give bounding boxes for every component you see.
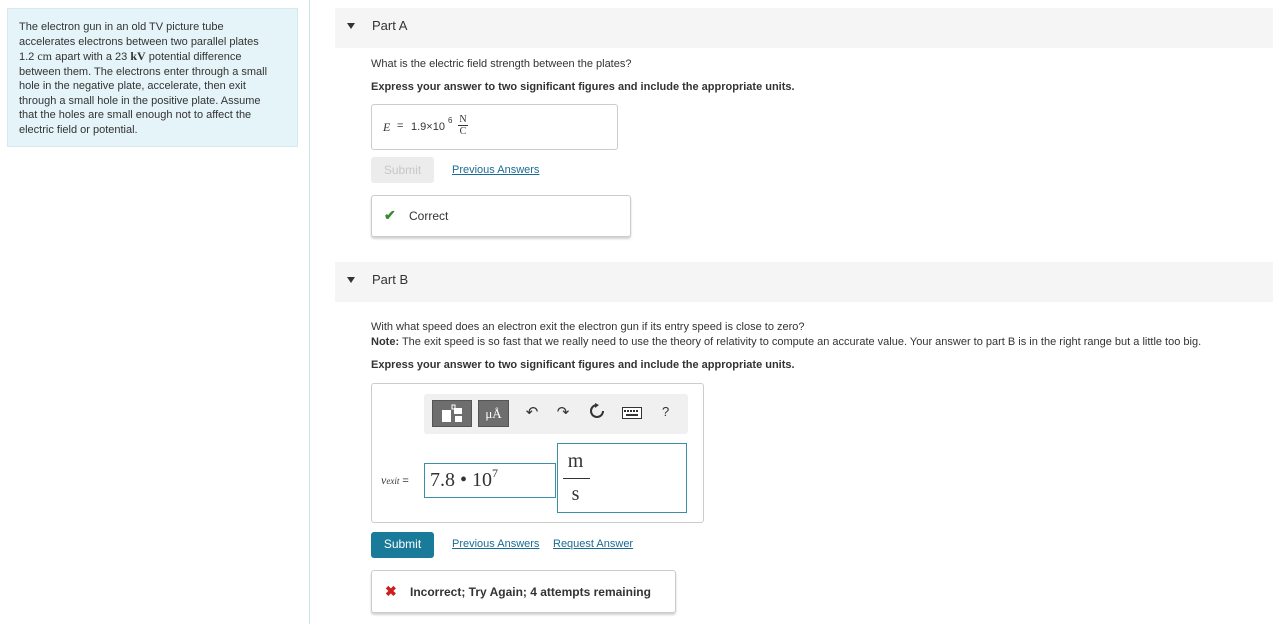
note-label: Note: — [371, 336, 400, 348]
part-a-title: Part A — [372, 18, 408, 33]
part-b-feedback — [371, 570, 676, 613]
keyboard-icon[interactable] — [622, 406, 642, 423]
part-a-answer-field — [371, 104, 618, 150]
answer-value: 1.9×10 — [411, 121, 445, 133]
unit-numerator: N — [459, 114, 467, 125]
problem-line: that the holes are small enough not to affect the — [19, 109, 252, 121]
column-divider — [309, 0, 310, 624]
answer-variable: vexit = — [381, 473, 409, 487]
problem-line: between them. The electrons enter through a small — [19, 65, 268, 78]
part-a-feedback — [371, 195, 631, 237]
redo-icon[interactable]: ↷ — [556, 404, 570, 421]
problem-line: through a small hole in the positive plate. Assume — [19, 94, 261, 107]
units-button[interactable]: μÅ — [478, 400, 509, 427]
part-b-instruction: Express your answer to two significant figures and include the appropriate units. — [371, 359, 795, 371]
request-answer-link[interactable]: Request Answer — [553, 538, 634, 550]
problem-line: electric field or potential. — [19, 123, 138, 136]
fraction-bar — [563, 478, 590, 479]
collapse-triangle-icon[interactable] — [347, 23, 355, 29]
problem-line: 1.2 cm apart with a 23 kV potential difference — [19, 49, 242, 63]
feedback-message: Correct — [409, 209, 449, 223]
part-a-instruction: Express your answer to two significant figures and include the appropriate units. — [371, 81, 795, 93]
part-b-title: Part B — [372, 272, 409, 287]
undo-icon[interactable]: ↶ — [525, 404, 539, 421]
problem-line: accelerates electrons between two parallel plates — [19, 35, 259, 48]
answer-variable: E — [383, 120, 391, 134]
part-a-submit-button[interactable]: Submit — [371, 157, 434, 183]
equals-sign: = — [397, 120, 404, 132]
part-a-previous-answers-link[interactable]: Previous Answers — [452, 164, 540, 176]
part-b-note — [371, 336, 1201, 348]
unit-denominator: s — [571, 483, 580, 505]
reset-icon[interactable] — [588, 403, 606, 423]
problem-line: hole in the negative plate, accelerate, then exit — [19, 80, 246, 92]
part-b-header[interactable] — [335, 262, 1273, 302]
part-b-previous-answers-link[interactable]: Previous Answers — [452, 538, 540, 550]
unit-input[interactable] — [557, 443, 687, 513]
value-exponent: 7 — [492, 466, 499, 480]
answer-exponent: 6 — [448, 116, 453, 125]
part-b-question: With what speed does an electron exit the electron gun if its entry speed is close to zero? — [371, 321, 805, 333]
answer-unit — [458, 114, 468, 137]
value-input[interactable]: 7.8 • $10^7$ — [424, 463, 556, 498]
part-b-submit-button[interactable]: Submit — [371, 532, 434, 558]
unit-kv: kV — [130, 49, 146, 63]
part-a-header[interactable] — [335, 8, 1273, 48]
part-a-question: What is the electric field strength between the plates? — [371, 58, 632, 70]
note-text: The exit speed is so fast that we really need to use the theory of relativity to compute an accurate value. Your answer to part B is in the right range but a little too big. — [399, 336, 1202, 348]
feedback-message: Incorrect; Try Again; 4 attempts remaining — [410, 585, 651, 599]
templates-icon — [433, 401, 473, 428]
unit-cm: cm — [37, 49, 53, 63]
templates-button[interactable] — [432, 400, 472, 427]
unit-numerator: m — [567, 450, 584, 472]
unit-denominator: C — [459, 126, 467, 137]
x-icon: ✖ — [385, 583, 397, 599]
math-toolbar — [424, 394, 688, 434]
problem-line: The electron gun in an old TV picture tube — [19, 21, 224, 33]
collapse-triangle-icon[interactable] — [347, 277, 355, 283]
help-button[interactable]: ? — [662, 404, 670, 419]
checkmark-icon: ✔ — [384, 207, 396, 223]
problem-statement — [7, 8, 298, 147]
